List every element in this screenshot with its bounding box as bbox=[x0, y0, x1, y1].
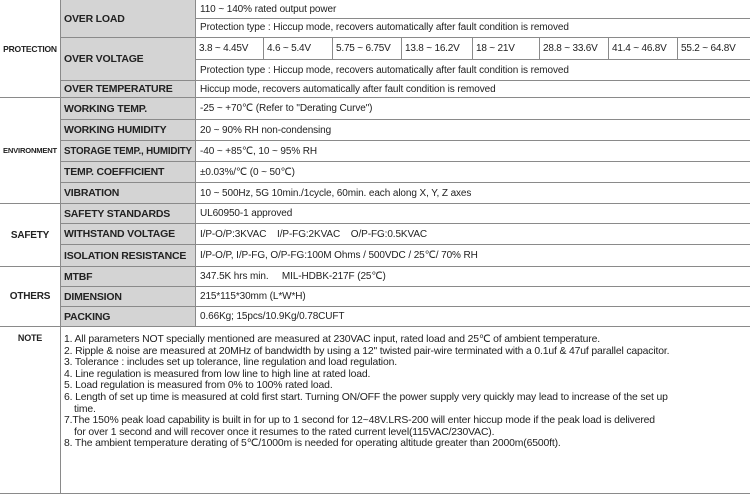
dimension-value: 215*115*30mm (L*W*H) bbox=[200, 291, 306, 302]
ovp-range-cell: 41.4 ~ 46.8V bbox=[612, 42, 667, 54]
temp-coefficient-value: ±0.03%/℃ (0 ~ 50℃) bbox=[200, 166, 295, 178]
divider bbox=[0, 203, 750, 204]
note-line: 4. Line regulation is measured from low line to high line at rated load. bbox=[64, 368, 371, 380]
note-line: 1. All parameters NOT specially mentioned are measured at 230VAC input, rated load and 25℃ of ambient temperature. bbox=[64, 334, 600, 345]
over-voltage-protection-type: Protection type : Hiccup mode, recovers automatically after fault condition is removed bbox=[200, 64, 569, 76]
label-working-humidity: WORKING HUMIDITY bbox=[61, 120, 195, 140]
working-humidity-value: 20 ~ 90% RH non-condensing bbox=[200, 124, 332, 136]
note-line: 8. The ambient temperature derating of 5℃/1000m is needed for operating altitude greater than 2000m(6500ft). bbox=[64, 438, 561, 450]
ovp-range-cell: 5.75 ~ 6.75V bbox=[336, 42, 391, 54]
group-note: NOTE bbox=[17, 333, 43, 343]
divider bbox=[0, 266, 750, 267]
divider bbox=[263, 37, 264, 59]
note-list bbox=[64, 334, 748, 450]
label-over-voltage: OVER VOLTAGE bbox=[61, 38, 195, 80]
divider bbox=[61, 306, 750, 307]
note-line: 6. Length of set up time is measured at cold first start. Turning ON/OFF the power supply very quickly may lead to increase of the set up bbox=[64, 391, 668, 403]
divider bbox=[195, 59, 750, 60]
divider bbox=[61, 161, 750, 162]
divider bbox=[332, 37, 333, 59]
divider bbox=[61, 286, 750, 287]
note-line: 3. Tolerance : includes set up tolerance, line regulation and load regulation. bbox=[64, 357, 397, 369]
group-others: OTHERS bbox=[9, 291, 51, 302]
divider bbox=[61, 140, 750, 141]
vibration-value: 10 ~ 500Hz, 5G 10min./1cycle, 60min. each along X, Y, Z axes bbox=[200, 187, 472, 199]
divider bbox=[401, 37, 402, 59]
group-environment: ENVIRONMENT bbox=[3, 146, 57, 155]
ovp-range-cell: 3.8 ~ 4.45V bbox=[199, 42, 249, 54]
note-line: 2. Ripple & noise are measured at 20MHz of bandwidth by using a 12" twisted pair-wire terminated with a 0.1uf & 47uf parallel capacitor. bbox=[64, 345, 670, 357]
note-line: 7.The 150% peak load capability is built in for up to 1 second for 12~48V.LRS-200 will enter hiccup mode if the peak load is delivered bbox=[64, 415, 655, 427]
ovp-range-cell: 28.8 ~ 33.6V bbox=[543, 42, 598, 54]
ovp-range-cell: 18 ~ 21V bbox=[476, 42, 515, 54]
divider bbox=[61, 182, 750, 183]
divider bbox=[61, 244, 750, 245]
working-temp-value: -25 ~ +70℃ (Refer to "Derating Curve") bbox=[200, 103, 373, 114]
divider bbox=[539, 37, 540, 59]
divider bbox=[0, 97, 750, 98]
isolation-resistance-value: I/P-O/P, I/P-FG, O/P-FG:100M Ohms / 500VDC / 25℃/ 70% RH bbox=[200, 250, 478, 261]
divider bbox=[60, 0, 61, 494]
divider bbox=[608, 37, 609, 59]
ovp-range-cell: 13.8 ~ 16.2V bbox=[405, 42, 460, 54]
packing-value: 0.66Kg; 15pcs/10.9Kg/0.78CUFT bbox=[200, 311, 345, 322]
label-dimension: DIMENSION bbox=[61, 287, 195, 306]
divider bbox=[61, 119, 750, 120]
label-packing: PACKING bbox=[61, 307, 195, 326]
label-safety-standards: SAFETY STANDARDS bbox=[61, 204, 195, 223]
over-temperature-value: Hiccup mode, recovers automatically after fault condition is removed bbox=[200, 83, 496, 95]
divider bbox=[677, 37, 678, 59]
label-over-load: OVER LOAD bbox=[61, 0, 195, 37]
label-temp-coefficient: TEMP. COEFFICIENT bbox=[61, 162, 195, 182]
note-line: 5. Load regulation is measured from 0% to 100% rated load. bbox=[64, 380, 333, 392]
ovp-range-cell: 4.6 ~ 5.4V bbox=[267, 42, 311, 54]
label-storage-temp-humidity: STORAGE TEMP., HUMIDITY bbox=[61, 141, 195, 161]
mtbf-value: 347.5K hrs min. MIL-HDBK-217F (25℃) bbox=[200, 271, 386, 282]
over-load-protection-type: Protection type : Hiccup mode, recovers automatically after fault condition is removed bbox=[200, 22, 569, 33]
divider bbox=[472, 37, 473, 59]
label-isolation-resistance: ISOLATION RESISTANCE bbox=[61, 245, 195, 266]
ovp-range-cell: 55.2 ~ 64.8V bbox=[681, 42, 736, 54]
divider bbox=[0, 326, 750, 327]
divider bbox=[61, 223, 750, 224]
label-withstand-voltage: WITHSTAND VOLTAGE bbox=[61, 224, 195, 244]
divider bbox=[61, 80, 750, 81]
label-mtbf: MTBF bbox=[61, 267, 195, 286]
label-vibration: VIBRATION bbox=[61, 183, 195, 203]
divider bbox=[195, 18, 750, 19]
note-line: time. bbox=[74, 403, 96, 415]
group-safety: SAFETY bbox=[10, 229, 50, 241]
withstand-voltage-value: I/P-O/P:3KVAC I/P-FG:2KVAC O/P-FG:0.5KVAC bbox=[200, 228, 428, 240]
label-over-temperature: OVER TEMPERATURE bbox=[61, 81, 195, 97]
note-line: for over 1 second and will recover once it resumes to the rated current level(115VAC/230VAC). bbox=[74, 426, 495, 438]
storage-temp-humidity-value: -40 ~ +85℃, 10 ~ 95% RH bbox=[200, 145, 318, 157]
safety-standards-value: UL60950-1 approved bbox=[200, 208, 293, 219]
label-working-temp: WORKING TEMP. bbox=[61, 98, 195, 119]
over-load-value: 110 ~ 140% rated output power bbox=[200, 3, 337, 15]
divider bbox=[195, 0, 196, 327]
group-protection: PROTECTION bbox=[3, 43, 57, 54]
divider bbox=[61, 37, 750, 38]
